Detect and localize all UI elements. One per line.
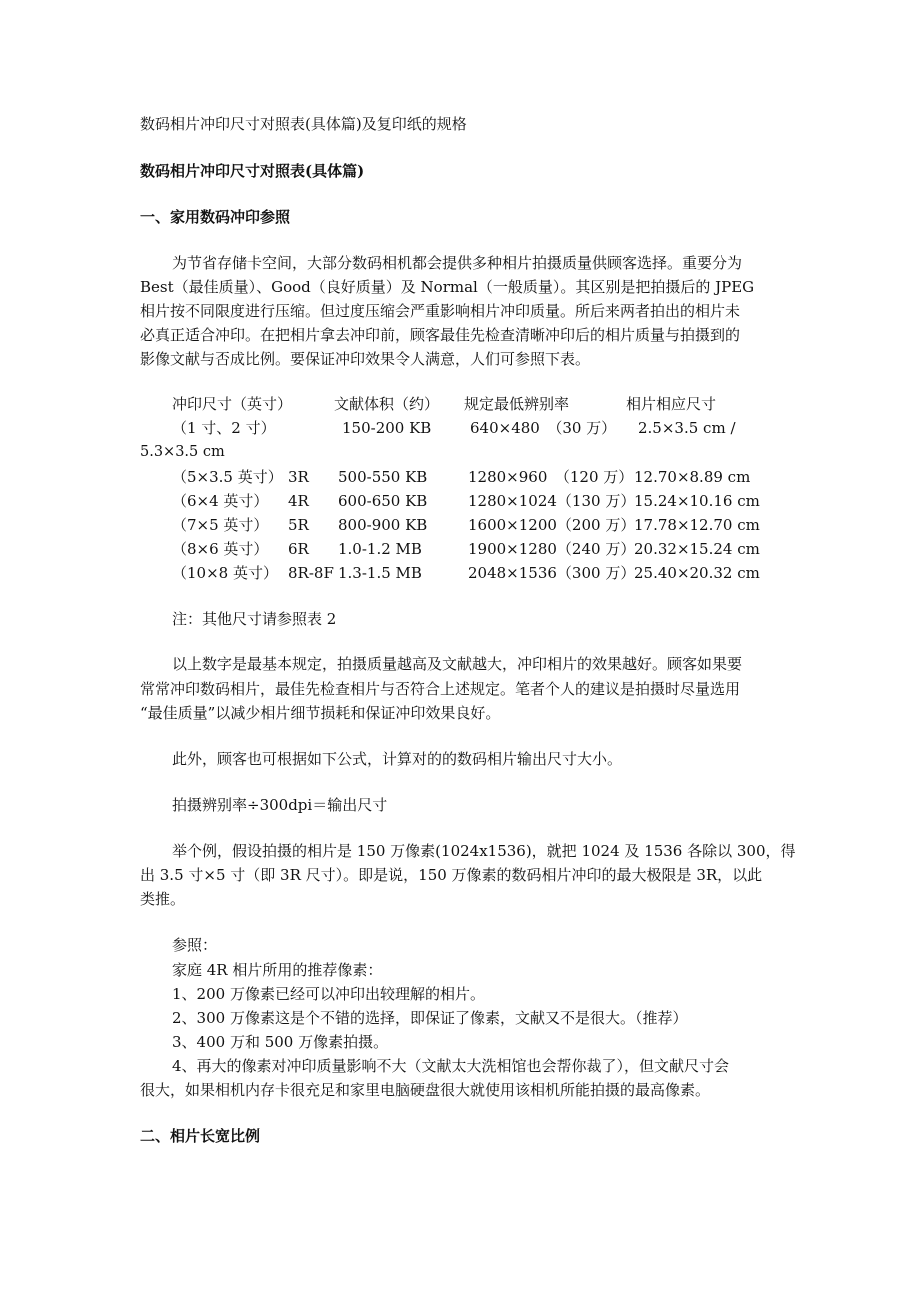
paragraph-formula-intro: 此外，顾客也可根据如下公式，计算对的的数码相片输出尺寸大小。 [172, 750, 623, 768]
cell-photo-size-wrap: 5.3×3.5 cm [140, 444, 225, 460]
formula: 拍摄辨别率÷300dpi＝输出尺寸 [172, 796, 388, 814]
cell-resolution: 1280×960 （120 万） [468, 468, 634, 486]
paragraph-line: “最佳质量”以减少相片细节损耗和保证冲印效果良好。 [140, 704, 501, 722]
list-item-wrap: 很大，如果相机内存卡很充足和家里电脑硬盘很大就使用该相机所能拍摄的最高像素。 [140, 1081, 711, 1099]
cell-print-size: （10×8 英寸） [172, 564, 278, 582]
paragraph-line: 影像文献与否成比例。要保证冲印效果令人满意，人们可参照下表。 [140, 350, 591, 368]
table-note: 注：其他尺寸请参照表 2 [172, 610, 337, 628]
heading-aspect-ratio: 二、相片长宽比例 [140, 1127, 261, 1145]
paragraph-line: Best（最佳质量）、Good（良好质量）及 Normal（一般质量）。其区别是把拍摄后的 JPEG [140, 278, 755, 296]
cell-print-size: （6×4 英寸） [172, 492, 269, 510]
column-header: 冲印尺寸（英寸） [172, 395, 293, 413]
list-item: 2、300 万像素这是个不错的选择，即保证了像素，文献又不是很大。（推荐） [172, 1009, 688, 1027]
cell-size-code: 6R [288, 540, 309, 558]
cell-file-size: 1.3-1.5 MB [338, 564, 422, 582]
column-header: 相片相应尺寸 [626, 395, 717, 413]
cell-print-size: （7×5 英寸） [172, 516, 269, 534]
cell-file-size: 600-650 KB [338, 492, 428, 510]
cell-file-size: 1.0-1.2 MB [338, 540, 422, 558]
paragraph-line: 以上数字是最基本规定，拍摄质量越高及文献越大，冲印相片的效果越好。顾客如果要 [172, 655, 743, 673]
list-item: 1、200 万像素已经可以冲印出较理解的相片。 [172, 985, 485, 1003]
heading-home-printing: 一、家用数码冲印参照 [140, 208, 291, 226]
section-title: 数码相片冲印尺寸对照表(具体篇) [140, 162, 365, 180]
paragraph-line: 相片按不同限度进行压缩。但过度压缩会严重影响相片冲印质量。所后来两者拍出的相片未 [140, 302, 741, 320]
column-header: 规定最低辨别率 [464, 395, 570, 413]
cell-resolution: 2048×1536（300 万） [468, 564, 636, 582]
paragraph-line: 类推。 [140, 890, 186, 908]
cell-print-size: （5×3.5 英寸） [172, 468, 283, 486]
cell-print-size: （8×6 英寸） [172, 540, 269, 558]
list-item: 3、400 万和 500 万像素拍摄。 [172, 1033, 389, 1051]
reference-title: 参照： [172, 936, 218, 954]
cell-print-size: （1 寸、2 寸） [172, 419, 276, 437]
cell-photo-size: 20.32×15.24 cm [634, 540, 760, 558]
cell-photo-size: 25.40×20.32 cm [634, 564, 760, 582]
column-header: 文献体积（约） [334, 395, 440, 413]
cell-size-code: 5R [288, 516, 309, 534]
cell-resolution: 1280×1024（130 万） [468, 492, 636, 510]
list-item: 4、再大的像素对冲印质量影响不大（文献太大洗相馆也会帮你裁了），但文献尺寸会 [172, 1057, 730, 1075]
cell-photo-size: 12.70×8.89 cm [634, 468, 751, 486]
paragraph-line: 举个例，假设拍摄的相片是 150 万像素(1024x1536)，就把 1024 及 1536 各除以 300，得 [172, 842, 796, 860]
paragraph-line: 为节省存储卡空间，大部分数码相机都会提供多种相片拍摄质量供顾客选择。重要分为 [172, 254, 743, 272]
cell-photo-size: 17.78×12.70 cm [634, 516, 760, 534]
cell-resolution: 1600×1200（200 万） [468, 516, 636, 534]
cell-size-code: 4R [288, 492, 309, 510]
cell-size-code: 8R-8F [288, 564, 334, 582]
reference-subtitle: 家庭 4R 相片所用的推荐像素： [172, 961, 383, 979]
cell-photo-size: 15.24×10.16 cm [634, 492, 760, 510]
paragraph-line: 出 3.5 寸×5 寸（即 3R 尺寸）。即是说，150 万像素的数码相片冲印的最大极限是 3R，以此 [140, 866, 763, 884]
cell-resolution: 1900×1280（240 万） [468, 540, 636, 558]
cell-size-code: 3R [288, 468, 309, 486]
cell-file-size: 150-200 KB [342, 419, 432, 437]
cell-file-size: 800-900 KB [338, 516, 428, 534]
paragraph-line: 常常冲印数码相片，最佳先检查相片与否符合上述规定。笔者个人的建议是拍摄时尽量选用 [140, 680, 741, 698]
document-title: 数码相片冲印尺寸对照表(具体篇)及复印纸的规格 [140, 115, 467, 133]
cell-resolution: 640×480 （30 万） [470, 419, 617, 437]
cell-photo-size: 2.5×3.5 cm / [638, 419, 736, 437]
paragraph-line: 必真正适合冲印。在把相片拿去冲印前，顾客最佳先检查清晰冲印后的相片质量与拍摄到的 [140, 326, 741, 344]
cell-file-size: 500-550 KB [338, 468, 428, 486]
